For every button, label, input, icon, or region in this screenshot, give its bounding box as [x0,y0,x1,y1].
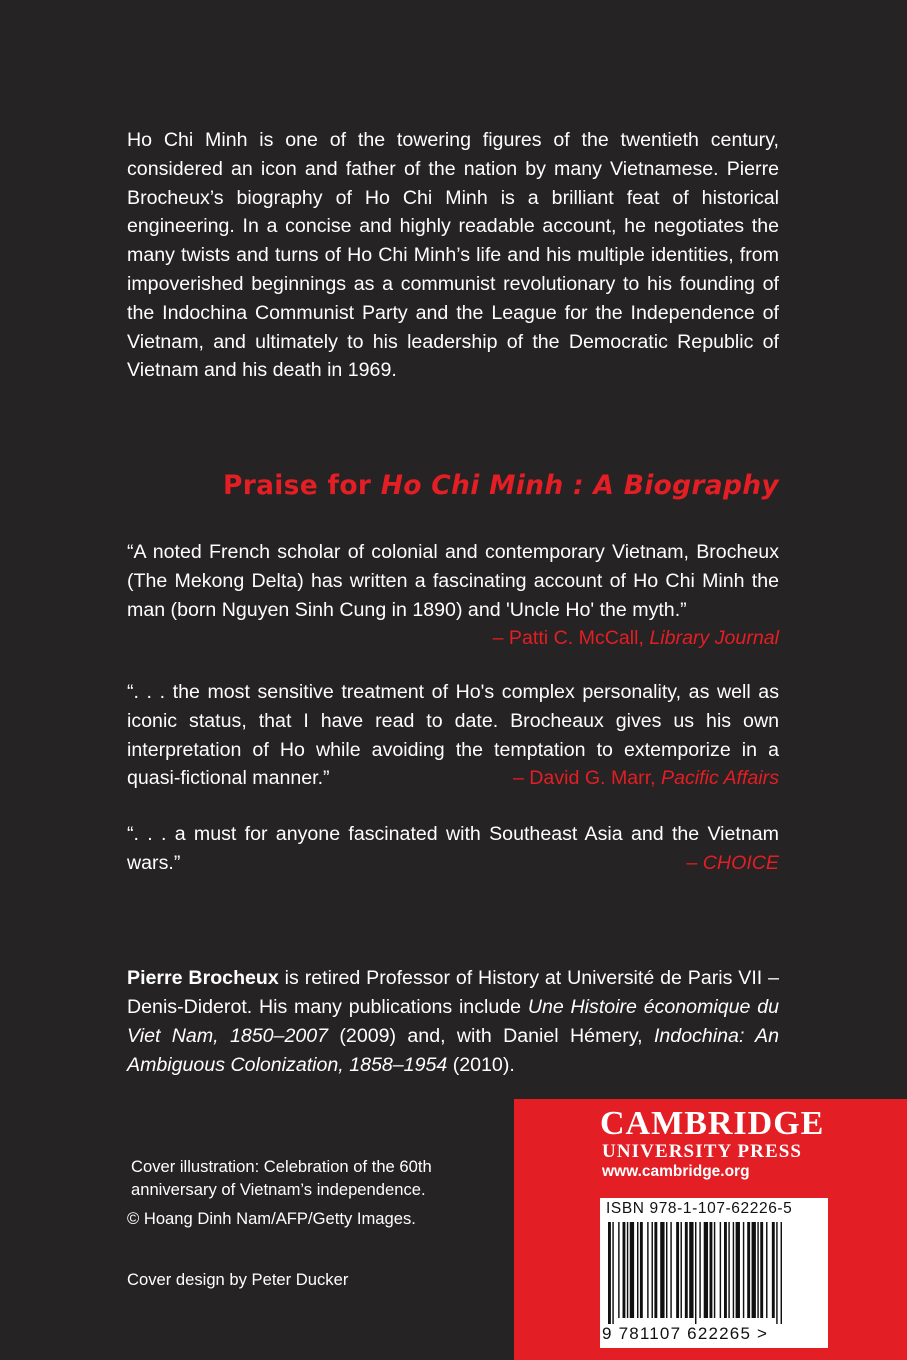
barcode-bar [660,1222,664,1318]
barcode-bar [618,1222,619,1318]
barcode-bar [681,1222,682,1318]
attribution-name: – Patti C. McCall, [492,627,650,650]
copyright-credit: © Hoang Dinh Nam/AFP/Getty Images. [127,1209,416,1228]
barcode-bar [652,1222,653,1318]
author-bio-text: (2010). [447,1054,515,1076]
barcode-bar [627,1222,628,1318]
quote-attribution [513,764,779,793]
praise-quote [127,678,779,793]
barcode-bar [743,1222,744,1318]
book-title: Indochina: An Ambiguous Colonization, 1858–1954 [127,1025,779,1076]
barcode-bar [760,1222,763,1318]
author-bio-text: (2009) and, with Daniel Hémery, [328,1025,654,1047]
barcode-bar [752,1222,756,1318]
praise-heading [127,470,779,501]
author-name: Pierre Brocheux [127,967,279,989]
barcode-bar [747,1222,750,1318]
barcode-bar [666,1222,667,1318]
barcode-bar [640,1222,643,1318]
attribution-name: – [686,851,703,874]
barcode-bar [776,1222,777,1324]
barcode-bar [608,1222,611,1324]
barcode-bar [724,1222,727,1318]
barcode-bar [766,1222,767,1318]
publisher-logo [600,1105,832,1183]
quote-attribution [127,624,779,653]
attribution-source: Library Journal [649,627,779,650]
barcode-bar [623,1222,626,1318]
barcode-bar [699,1222,700,1318]
barcode-bar [728,1222,729,1318]
barcode-bar [714,1222,715,1318]
barcode-bar [630,1222,634,1318]
praise-quote [127,820,779,878]
book-blurb: Ho Chi Minh is one of the towering figures of the twentieth century, considered an icon and father of the nation by many Vietnamese. Pierre Brocheux’s biography of Ho Chi Minh is a brilliant feat of historical engineering. In a concise and highly readable account, he negotiates the many twists and turns of Ho Chi Minh’s life and his multiple identities, from impoverished beginnings as a communist revolutionary to his founding of the Indochina Communist Party and the League for the Independence of Vietnam, and ultimately to his leadership of the Democratic Republic of Vietnam and his death in 1969. [127,129,779,382]
isbn-label: ISBN 978-1-107-62226-5 [606,1200,793,1217]
barcode-bar [689,1222,693,1318]
author-bio [127,964,779,1080]
barcode-bar [736,1222,740,1318]
praise-heading-title: Ho Chi Minh : A Biography [380,470,779,501]
praise-heading-prefix: Praise for [223,470,381,501]
quote-text: “. . . the most sensitive treatment of Ho's complex personality, as well as iconic status, that I have read to date. Brocheaux gives us his own interpretation of Ho while avoiding the temptation to extemporize in a quasi-fictional manner.” [127,681,779,790]
cover-credits [127,1155,507,1230]
barcode-panel [600,1198,828,1348]
attribution-name: – David G. Marr, [512,767,662,790]
barcode-bar [637,1222,638,1318]
barcode-bar [676,1222,679,1318]
author-bio-text: is retired Professor of History at Université de Paris VII – Denis-Diderot. His many publications include [127,967,779,1018]
barcode-bar [670,1222,671,1318]
quote-attribution [686,849,779,878]
barcode [608,1222,820,1324]
barcode-digits: 9 781107 622265 > [602,1324,769,1343]
publisher-subname: UNIVERSITY PRESS [602,1141,803,1162]
attribution-source: Pacific Affairs [661,767,779,790]
barcode-bar [685,1222,688,1318]
quote-text: “A noted French scholar of colonial and contemporary Vietnam, Brocheux (The Mekong Delta) has written a fascinating account of Ho Chi Minh the man (born Nguyen Sinh Cung in 1890) and 'Uncle Ho' the myth.” [127,541,779,621]
attribution-source: CHOICE [702,851,779,874]
barcode-bar [654,1222,657,1318]
publisher-name: CAMBRIDGE [600,1105,825,1142]
praise-quote [127,538,779,653]
barcode-bar [757,1222,758,1318]
publisher-box [514,1099,907,1360]
book-title: Une Histoire économique du Viet Nam, 1850–2007 [127,996,779,1047]
barcode-bar [720,1222,721,1318]
barcode-bar [772,1222,775,1318]
barcode-bar [647,1222,648,1318]
quote-text: “. . . a must for anyone fascinated with Southeast Asia and the Vietnam wars.” [127,823,779,874]
illustration-credit: Cover illustration: Celebration of the 60th anniversary of Vietnam’s independence. [131,1157,432,1199]
publisher-url: www.cambridge.org [602,1163,750,1180]
barcode-bar [733,1222,734,1318]
barcode-bar [695,1222,696,1324]
barcode-bar [704,1222,708,1318]
design-credit: Cover design by Peter Ducker [127,1270,349,1289]
barcode-bar [612,1222,613,1324]
barcode-bar [710,1222,713,1318]
barcode-bar [781,1222,782,1324]
